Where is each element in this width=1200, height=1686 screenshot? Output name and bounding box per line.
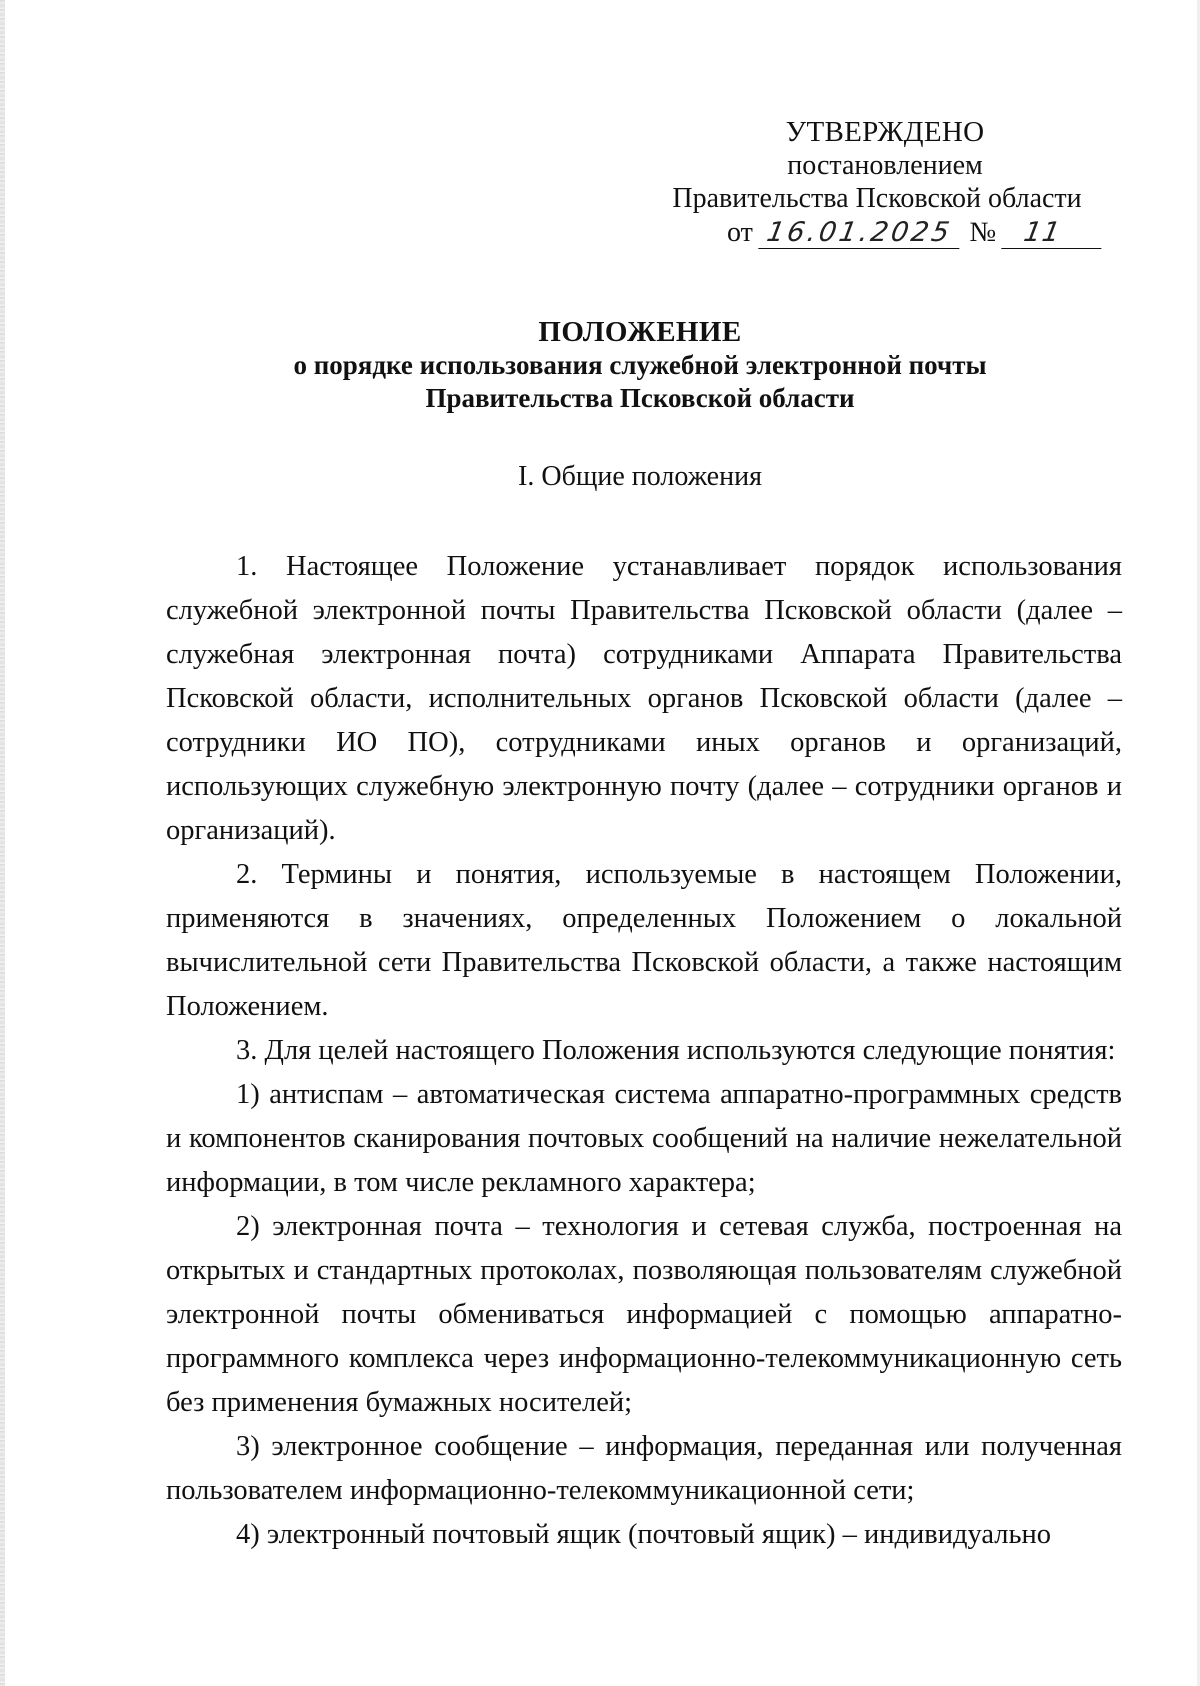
document-title: ПОЛОЖЕНИЕ (538, 316, 742, 348)
approval-block (650, 116, 1120, 215)
paragraph: 2. Термины и понятия, используемые в настоящем Положении, применяются в значениях, определенных Положением о локальной вычислительной сети Правительства Псковской области, а также настоящим Положением. (166, 859, 1122, 1022)
paragraph: 2) электронная почта – технология и сетевая служба, построенная на открытых и стандартных протоколах, позволяющая пользователям служебной электронной почты обмениваться информацией с помощью аппаратно-программного комплекса через информационно-телекоммуникационную сеть без применения бумажных носителей; (166, 1211, 1122, 1418)
paragraph: 1) антиспам – автоматическая система аппаратно-программных средств и компонентов сканирования почтовых сообщений на наличие нежелательной информации, в том числе рекламного характера; (166, 1079, 1122, 1198)
document-body (166, 545, 1122, 1557)
handwritten-date: 16.01.2025 (758, 218, 964, 249)
date-prefix: от (727, 217, 753, 248)
document-subtitle: о порядке использования служебной электронной почты Правительства Псковской области (293, 350, 987, 413)
paragraph: 3) электронное сообщение – информация, переданная или полученная пользователем информационно-телекоммуникационной сети; (166, 1431, 1122, 1506)
approval-by: постановлением (787, 150, 983, 181)
document-title-block (160, 316, 1120, 415)
approval-authority: Правительства Псковской области (672, 183, 1082, 214)
scan-page-edge (0, 0, 5, 1686)
approval-date-line (727, 217, 1105, 249)
paragraph: 4) электронный почтовый ящик (почтовый ящик) – индивидуально (236, 1519, 1051, 1550)
paragraph: 1. Настоящее Положение устанавливает порядок использования служебной электронной почты Правительства Псковской области (далее – служебная электронная почта) сотрудниками Аппарата Правительства Псковской области, исполнительных органов Псковской области (далее – сотрудники ИО ПО), сотрудниками иных органов и организаций, использующих служебную электронную почту (далее – сотрудники органов и организаций). (166, 551, 1122, 846)
number-prefix: № (969, 217, 997, 248)
approval-word: УТВЕРЖДЕНО (785, 116, 985, 148)
paragraph: 3. Для целей настоящего Положения используются следующие понятия: (236, 1035, 1116, 1066)
handwritten-number: 11 (1001, 218, 1107, 249)
section-heading: I. Общие положения (518, 461, 762, 492)
